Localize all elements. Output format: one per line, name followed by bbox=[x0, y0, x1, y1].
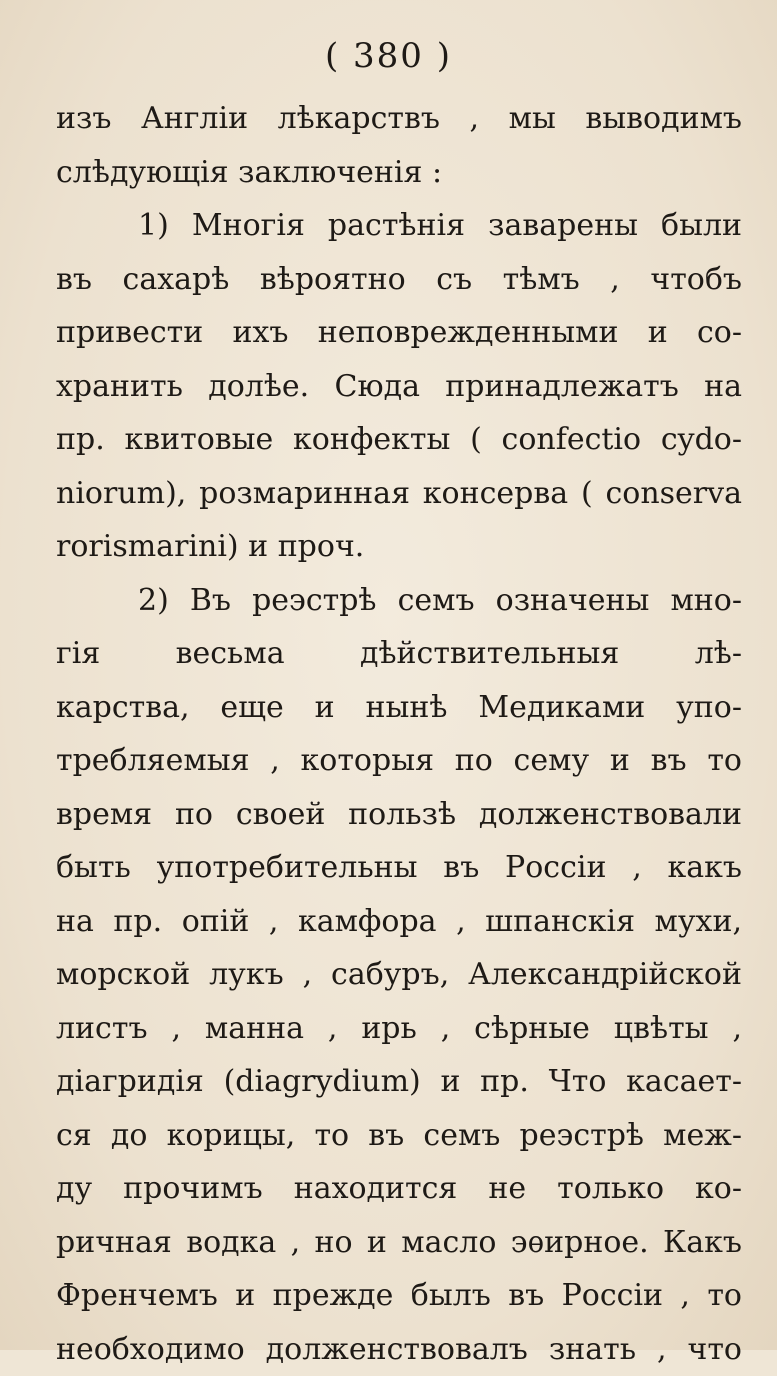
text-line: ричная водка , но и масло эѳирное. Какъ bbox=[56, 1216, 742, 1270]
text-line: гія весьма дѣйствительныя лѣ- bbox=[56, 627, 742, 681]
text-line: необходимо долженствовалъ знать , что bbox=[56, 1323, 742, 1376]
text-line: карства, еще и нынѣ Медиками упо- bbox=[56, 681, 742, 735]
text-line: хранить долѣе. Сюда принадлежатъ на bbox=[56, 360, 742, 414]
body-text bbox=[56, 92, 742, 1376]
text-line: діагридія (diagrydium) и пр. Что касает- bbox=[56, 1055, 742, 1109]
text-line: быть употребительны въ Россіи , какъ bbox=[56, 841, 742, 895]
text-line: въ сахарѣ вѣроятно съ тѣмъ , чтобъ bbox=[56, 253, 742, 307]
text-line: Френчемъ и прежде былъ въ Россіи , то bbox=[56, 1269, 742, 1323]
text-line: ся до корицы, то въ семъ реэстрѣ меж- bbox=[56, 1109, 742, 1163]
text-line: требляемыя , которыя по сему и въ то bbox=[56, 734, 742, 788]
text-line: niorum), розмаринная консерва ( conserva bbox=[56, 467, 742, 521]
text-line: пр. квитовые конфекты ( confectio cydo- bbox=[56, 413, 742, 467]
text-line: листъ , манна , ирь , сѣрные цвѣты , bbox=[56, 1002, 742, 1056]
text-line: 1) Многія растѣнія заварены были bbox=[56, 199, 742, 253]
text-line: морской лукъ , сабуръ, Александрійской bbox=[56, 948, 742, 1002]
text-line: время по своей пользѣ долженствовали bbox=[56, 788, 742, 842]
text-line: изъ Англіи лѣкарствъ , мы выводимъ bbox=[56, 92, 742, 146]
page-number: ( 380 ) bbox=[0, 36, 777, 76]
text-line: ду прочимъ находится не только ко- bbox=[56, 1162, 742, 1216]
text-line: привести ихъ неповрежденными и со- bbox=[56, 306, 742, 360]
text-line: слѣдующія заключенія : bbox=[56, 146, 742, 200]
text-line: на пр. опій , камфора , шпанскія мухи, bbox=[56, 895, 742, 949]
text-line: 2) Въ реэстрѣ семъ означены мно- bbox=[56, 574, 742, 628]
text-line: rorismarini) и проч. bbox=[56, 520, 742, 574]
